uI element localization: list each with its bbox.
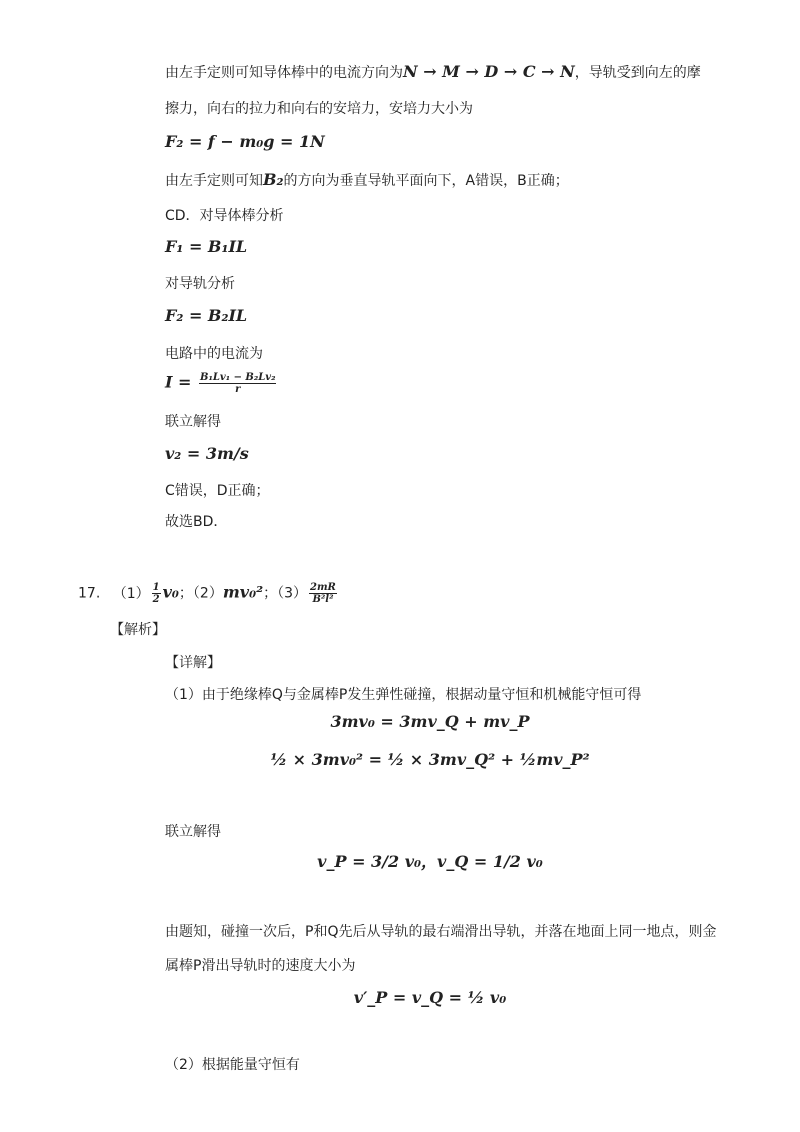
- math-b2: B₂: [263, 170, 284, 189]
- fraction-numerator: 1: [152, 582, 160, 593]
- fraction: [152, 582, 161, 605]
- text-segment: ；（3）: [263, 585, 308, 602]
- text-line: 故选BD．: [165, 514, 228, 530]
- fraction-denominator: r: [235, 384, 241, 395]
- formula-current: [165, 372, 278, 395]
- detail-label: 【详解】: [165, 655, 221, 671]
- text-line: （1）由于绝缘棒Q与金属棒P发生弹性碰撞，根据动量守恒和机械能守恒可得: [165, 687, 642, 703]
- equation-exit-velocity: v′_P = v_Q = ½ v₀: [353, 988, 507, 1007]
- text-line: 属棒P滑出导轨时的速度大小为: [165, 958, 356, 974]
- text-segment: ；（2）: [178, 585, 223, 602]
- text-line: 对导轨分析: [165, 276, 235, 292]
- text-segment: （1）: [112, 585, 150, 602]
- fraction-numerator: B₁Lv₁ − B₂Lv₂: [200, 372, 276, 383]
- text-line: C错误，D正确；: [165, 483, 270, 499]
- fraction-denominator: 2: [152, 594, 160, 605]
- math-current-path: N → M → D → C → N: [403, 62, 575, 81]
- q17-answer-line: [78, 582, 339, 605]
- text-line: 联立解得: [165, 414, 221, 430]
- formula-f1: F₁ = B₁IL: [165, 237, 248, 256]
- math-v0: v₀: [162, 582, 179, 602]
- math-answer-2: mv₀²: [222, 582, 264, 602]
- fraction-numerator: 2mR: [310, 582, 336, 593]
- formula-f2-b2: F₂ = B₂IL: [165, 306, 248, 325]
- formula-v2: v₂ = 3m/s: [165, 444, 249, 463]
- question-number: 17.: [78, 585, 101, 602]
- equation-energy: ½ × 3mv₀² = ½ × 3mv_Q² + ½mv_P²: [270, 750, 590, 769]
- text-line: [165, 62, 701, 83]
- text-segment: ，导轨受到向左的摩: [574, 65, 701, 81]
- analysis-label: 【解析】: [110, 622, 166, 638]
- equation-momentum: 3mv₀ = 3mv_Q + mv_P: [330, 712, 530, 731]
- text-line: [165, 170, 569, 191]
- formula-f2: F₂ = f − m₀g = 1N: [165, 132, 325, 151]
- fraction: [199, 372, 276, 395]
- text-line: 由题知，碰撞一次后，P和Q先后从导轨的最右端滑出导轨，并落在地面上同一地点，则金: [165, 924, 717, 940]
- text-segment: 由左手定则可知: [165, 173, 263, 189]
- text-segment: 由左手定则可知导体棒中的电流方向为: [165, 65, 403, 81]
- fraction: [309, 582, 337, 605]
- text-line: 电路中的电流为: [165, 346, 263, 362]
- text-line: 联立解得: [165, 824, 221, 840]
- fraction-denominator: B²l²: [312, 594, 334, 605]
- text-line: 擦力，向右的拉力和向右的安培力，安培力大小为: [165, 101, 473, 117]
- text-line: （2）根据能量守恒有: [165, 1057, 300, 1073]
- equation-velocities: v_P = 3/2 v₀，v_Q = 1/2 v₀: [317, 852, 543, 871]
- text-line: CD．对导体棒分析: [165, 208, 284, 224]
- math-i: I =: [165, 372, 198, 392]
- text-segment: 的方向为垂直导轨平面向下，A错误，B正确；: [283, 173, 569, 189]
